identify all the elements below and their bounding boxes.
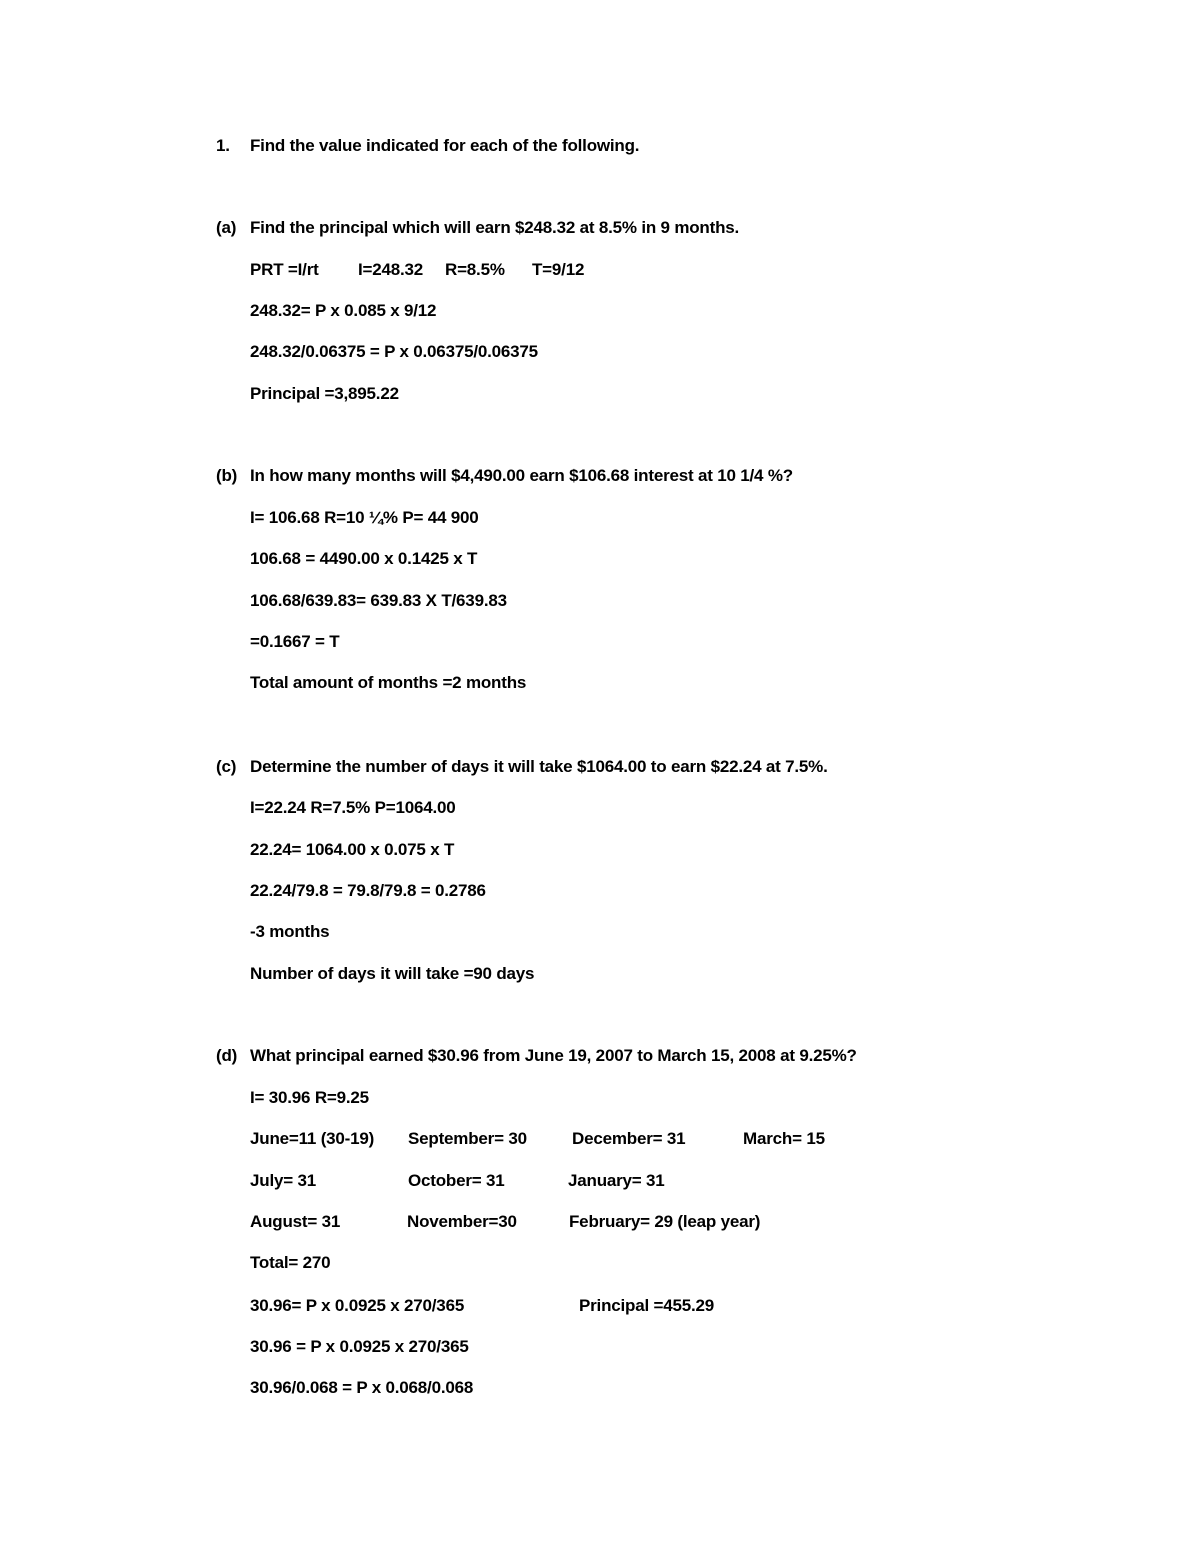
- part-c-step2: 22.24/79.8 = 79.8/79.8 = 0.2786: [250, 881, 486, 900]
- question-text: Find the value indicated for each of the following.: [250, 136, 640, 155]
- part-d-step1: 30.96= P x 0.0925 x 270/365: [250, 1296, 465, 1315]
- part-a-given-i: I=248.32: [358, 260, 424, 279]
- part-b-question: In how many months will $4,490.00 earn $106.68 interest at 10 1/4 %?: [250, 466, 793, 485]
- part-d-given: I= 30.96 R=9.25: [250, 1088, 369, 1107]
- part-a-given-r: R=8.5%: [445, 260, 505, 279]
- part-b-step2: 106.68/639.83= 639.83 X T/639.83: [250, 591, 507, 610]
- month-january: January= 31: [568, 1171, 665, 1190]
- month-june: June=11 (30-19): [250, 1129, 375, 1148]
- question-number: 1.: [216, 136, 230, 155]
- part-d-label: (d): [216, 1046, 238, 1065]
- month-september: September= 30: [408, 1129, 527, 1148]
- month-february: February= 29 (leap year): [569, 1212, 761, 1231]
- part-d-question: What principal earned $30.96 from June 19, 2007 to March 15, 2008 at 9.25%?: [250, 1046, 857, 1065]
- month-october: October= 31: [408, 1171, 505, 1190]
- month-december: December= 31: [572, 1129, 686, 1148]
- part-d-answer: Principal =455.29: [579, 1296, 715, 1315]
- part-a-given-formula: PRT =I/rt: [250, 260, 319, 279]
- part-a-given-t: T=9/12: [532, 260, 585, 279]
- month-march: March= 15: [743, 1129, 825, 1148]
- part-c-answer: Number of days it will take =90 days: [250, 964, 535, 983]
- part-a-label: (a): [216, 218, 237, 237]
- month-july: July= 31: [250, 1171, 316, 1190]
- part-c-given: I=22.24 R=7.5% P=1064.00: [250, 798, 456, 817]
- part-a-question: Find the principal which will earn $248.32 at 8.5% in 9 months.: [250, 218, 740, 237]
- part-a-step2: 248.32/0.06375 = P x 0.06375/0.06375: [250, 342, 538, 361]
- part-c-step1: 22.24= 1064.00 x 0.075 x T: [250, 840, 455, 859]
- part-a-answer: Principal =3,895.22: [250, 384, 399, 403]
- part-c-step3: -3 months: [250, 922, 330, 941]
- part-b-answer: Total amount of months =2 months: [250, 673, 527, 692]
- part-b-label: (b): [216, 466, 238, 485]
- month-august: August= 31: [250, 1212, 341, 1231]
- month-november: November=30: [407, 1212, 517, 1231]
- part-b-step3: =0.1667 = T: [250, 632, 340, 651]
- part-d-step3: 30.96/0.068 = P x 0.068/0.068: [250, 1378, 474, 1397]
- part-a-step1: 248.32= P x 0.085 x 9/12: [250, 301, 437, 320]
- part-d-step2: 30.96 = P x 0.0925 x 270/365: [250, 1337, 469, 1356]
- part-d-total: Total= 270: [250, 1253, 331, 1272]
- part-c-question: Determine the number of days it will take $1064.00 to earn $22.24 at 7.5%.: [250, 757, 828, 776]
- part-b-given: I= 106.68 R=10 ¼% P= 44 900: [250, 508, 479, 527]
- part-c-label: (c): [216, 757, 237, 776]
- part-b-step1: 106.68 = 4490.00 x 0.1425 x T: [250, 549, 478, 568]
